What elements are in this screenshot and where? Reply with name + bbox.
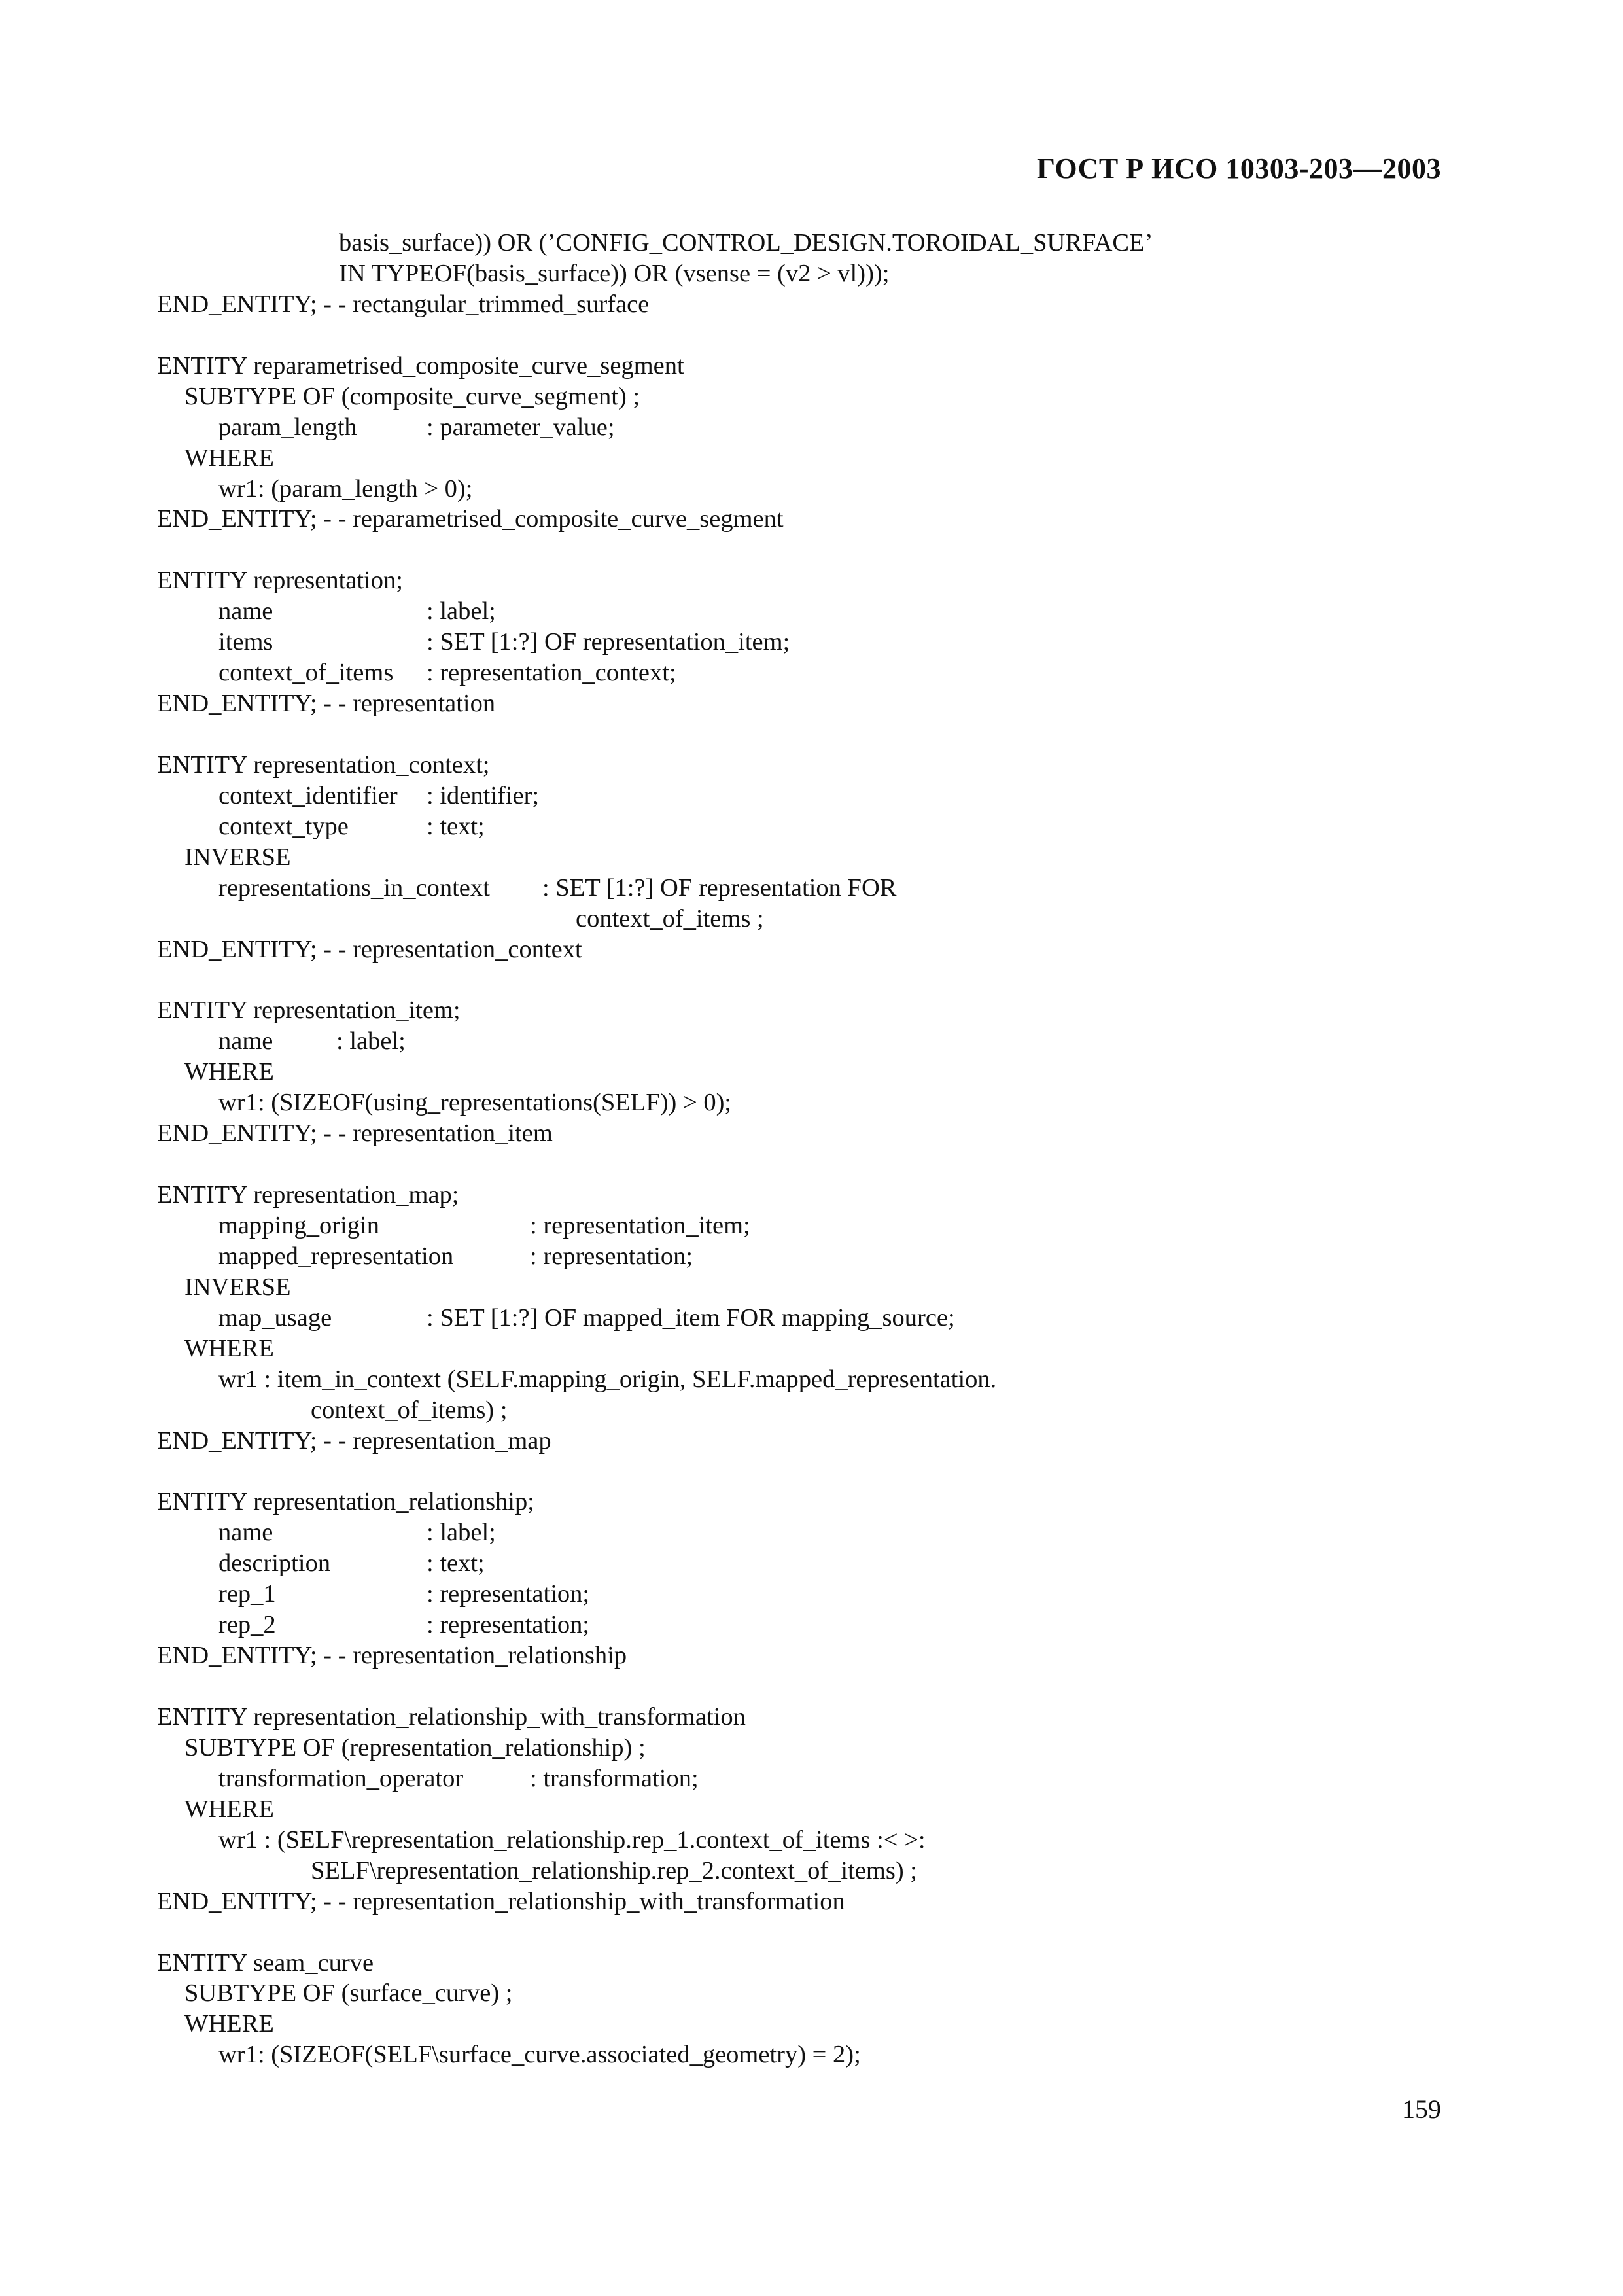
attribute-name: context_identifier [218, 781, 398, 809]
attribute-line [157, 596, 1465, 627]
blank-line [157, 1149, 1465, 1180]
code-line: wr1: (SIZEOF(using_representations(SELF)) > 0); [218, 1089, 732, 1117]
code-line: wr1 : item_in_context (SELF.mapping_origin, SELF.mapped_representation. [218, 1365, 997, 1393]
code-line: END_ENTITY; - - reparametrised_composite_curve_segment [157, 505, 784, 533]
attribute-line [157, 1548, 1465, 1579]
code-line: WHERE [184, 1058, 274, 1086]
attribute-name: name [218, 1027, 273, 1055]
attribute-name: context_type [218, 812, 349, 840]
attribute-line [157, 1517, 1465, 1548]
code-line: WHERE [184, 444, 274, 472]
attribute-name: rep_1 [218, 1580, 276, 1608]
express-code-listing [157, 228, 1465, 2070]
code-line: wr1: (param_length > 0); [218, 474, 473, 503]
attribute-name: rep_2 [218, 1611, 276, 1639]
attribute-name: description [218, 1549, 331, 1578]
attribute-name: context_of_items [218, 659, 394, 687]
attribute-type: : representation_item; [530, 1212, 750, 1239]
code-line: context_of_items ; [576, 904, 764, 932]
code-line: ENTITY representation_relationship_with_transformation [157, 1703, 746, 1731]
attribute-type: : SET [1:?] OF representation_item; [427, 628, 790, 656]
attribute-line [157, 1763, 1465, 1794]
attribute-type: : label; [336, 1027, 406, 1055]
code-line: ENTITY representation_map; [157, 1181, 459, 1209]
attribute-name: name [218, 597, 273, 626]
attribute-type: : identifier; [427, 781, 540, 809]
code-line: WHERE [184, 2010, 274, 2038]
code-line: context_of_items) ; [311, 1396, 508, 1424]
attribute-type: : SET [1:?] OF representation FOR [542, 874, 897, 902]
code-line: END_ENTITY; - - representation_map [157, 1426, 551, 1455]
attribute-line [157, 1303, 1465, 1333]
blank-line [157, 965, 1465, 996]
code-line: END_ENTITY; - - representation_item [157, 1120, 553, 1148]
blank-line [157, 535, 1465, 565]
attribute-name: map_usage [218, 1303, 332, 1332]
attribute-type: : SET [1:?] OF mapped_item FOR mapping_source; [427, 1303, 955, 1332]
attribute-name: transformation_operator [218, 1764, 464, 1792]
code-line: END_ENTITY; - - representation_context [157, 935, 582, 963]
code-line: END_ENTITY; - - rectangular_trimmed_surface [157, 290, 650, 318]
attribute-line [157, 1026, 1465, 1057]
code-line: wr1: (SIZEOF(SELF\surface_curve.associated_geometry) = 2); [218, 2041, 861, 2069]
code-line: ENTITY seam_curve [157, 1949, 374, 1977]
code-line: END_ENTITY; - - representation_relationship [157, 1642, 627, 1670]
code-line: ENTITY representation_item; [157, 997, 461, 1025]
code-line: SUBTYPE OF (surface_curve) ; [184, 1979, 513, 2007]
blank-line [157, 1917, 1465, 1948]
code-line: WHERE [184, 1334, 274, 1362]
attribute-type: : text; [427, 1549, 485, 1578]
attribute-name: items [218, 628, 273, 656]
attribute-line [157, 658, 1465, 688]
attribute-type: : representation_context; [427, 659, 676, 687]
code-line: IN TYPEOF(basis_surface)) OR (vsense = (v2 > vl))); [339, 259, 890, 287]
code-line: SELF\representation_relationship.rep_2.context_of_items) ; [311, 1856, 917, 1884]
attribute-line [157, 781, 1465, 811]
attribute-name: mapped_representation [218, 1242, 454, 1270]
code-line: wr1 : (SELF\representation_relationship.rep_1.context_of_items :< >: [218, 1826, 926, 1854]
attribute-name: representations_in_context [218, 874, 490, 902]
attribute-name: name [218, 1519, 273, 1547]
blank-line [157, 1457, 1465, 1487]
document-header: ГОСТ Р ИСО 10303-203—2003 [1036, 152, 1441, 185]
attribute-type: : transformation; [530, 1764, 699, 1792]
code-line: INVERSE [184, 1273, 291, 1301]
attribute-line [157, 412, 1465, 443]
code-line: ENTITY representation; [157, 567, 403, 595]
attribute-name: param_length [218, 413, 357, 441]
attribute-line [157, 1210, 1465, 1241]
attribute-type: : label; [427, 1519, 496, 1547]
attribute-line [157, 1610, 1465, 1640]
attribute-name: mapping_origin [218, 1212, 379, 1239]
attribute-line [157, 873, 1465, 904]
attribute-line [157, 1579, 1465, 1610]
code-line: ENTITY representation_relationship; [157, 1488, 534, 1516]
code-line: basis_surface)) OR (’CONFIG_CONTROL_DESIGN.TOROIDAL_SURFACE’ [339, 229, 1153, 256]
attribute-type: : representation; [427, 1611, 590, 1639]
blank-line [157, 320, 1465, 351]
code-line: WHERE [184, 1795, 274, 1823]
attribute-type: : parameter_value; [427, 413, 615, 441]
attribute-type: : representation; [530, 1242, 693, 1270]
attribute-line [157, 811, 1465, 842]
code-line: SUBTYPE OF (composite_curve_segment) ; [184, 382, 640, 410]
code-line: ENTITY reparametrised_composite_curve_segment [157, 351, 684, 380]
blank-line [157, 1671, 1465, 1702]
blank-line [157, 719, 1465, 750]
code-line: INVERSE [184, 843, 291, 871]
attribute-type: : text; [427, 812, 485, 840]
attribute-line [157, 1241, 1465, 1272]
code-line: ENTITY representation_context; [157, 751, 490, 779]
attribute-type: : representation; [427, 1580, 590, 1608]
code-line: SUBTYPE OF (representation_relationship) ; [184, 1733, 646, 1761]
page-number: 159 [1402, 2094, 1441, 2124]
code-line: END_ENTITY; - - representation_relationship_with_transformation [157, 1887, 845, 1915]
code-line: END_ENTITY; - - representation [157, 690, 496, 718]
attribute-type: : label; [427, 597, 496, 626]
attribute-line [157, 627, 1465, 658]
